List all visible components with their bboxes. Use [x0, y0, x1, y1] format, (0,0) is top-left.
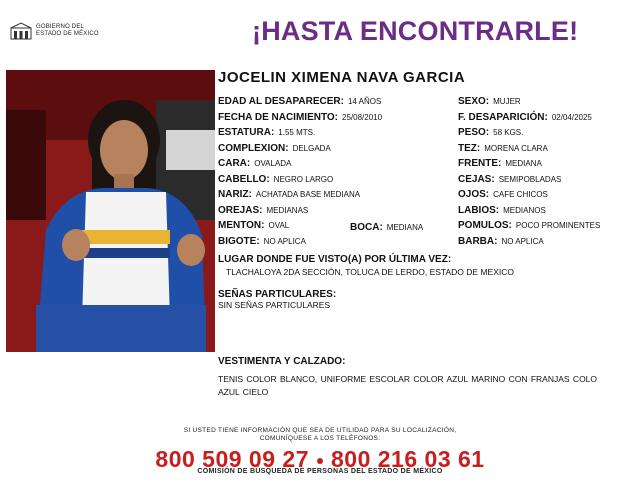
field-height [218, 127, 315, 139]
field-hair [218, 174, 333, 186]
state-emblem-icon [10, 22, 32, 40]
field-label: CARA: [218, 158, 251, 169]
field-beard [458, 236, 544, 248]
field-label: CABELLO: [218, 174, 270, 185]
field-value: MORENA CLARA [484, 144, 548, 153]
field-value: MEDIANA [386, 223, 424, 232]
field-build [218, 143, 331, 155]
clothing-label: VESTIMENTA Y CALZADO: [218, 356, 346, 367]
field-face [218, 158, 291, 170]
last-seen-label: LUGAR DONDE FUE VISTO(A) POR ÚLTIMA VEZ: [218, 254, 452, 265]
field-eyes [458, 189, 548, 201]
field-value: NEGRO LARGO [273, 175, 334, 184]
field-nose [218, 189, 360, 201]
field-disappearance-date [458, 112, 592, 124]
field-label: TEZ: [458, 143, 481, 154]
field-value: 14 AÑOS [347, 97, 382, 106]
field-mouth [350, 222, 423, 234]
state-government-logo [10, 22, 99, 40]
field-label: BARBA: [458, 236, 498, 247]
field-forehead [458, 158, 542, 170]
field-value: 25/08/2010 [342, 113, 383, 122]
field-label: BOCA: [350, 222, 383, 233]
field-label: ESTATURA: [218, 127, 275, 138]
last-seen-value: TLACHALOYA 2DA SECCIÓN, TOLUCA DE LERDO, ESTADO DE MEXICO [226, 267, 514, 277]
field-value: SEMIPOBLADAS [498, 175, 562, 184]
field-value: OVAL [268, 221, 290, 230]
field-value: 1.55 MTS. [278, 128, 316, 137]
field-value: MEDIANAS [266, 206, 309, 215]
phone-number-1[interactable]: 800 509 09 27 [155, 446, 309, 472]
logo-text-line1: GOBIERNO DEL [36, 24, 85, 30]
field-value: ACHATADA BASE MEDIANA [255, 190, 361, 199]
field-eyebrows [458, 174, 561, 186]
field-value: NO APLICA [263, 237, 306, 246]
field-label: F. DESAPARICIÓN: [458, 112, 548, 123]
field-birth-date [218, 112, 382, 124]
field-lips [458, 205, 546, 217]
commission-name: COMISIÓN DE BÚSQUEDA DE PERSONAS DEL ESTADO DE MÉXICO [197, 468, 443, 475]
info-line2: COMUNÍQUESE A LOS TELÉFONOS: [259, 435, 381, 442]
phone-number-2[interactable]: 800 216 03 61 [331, 446, 485, 472]
logo-text-line2: ESTADO DE MÉXICO [36, 31, 99, 37]
field-value: OVALADA [254, 159, 292, 168]
field-label: POMULOS: [458, 220, 512, 231]
field-label: MENTON: [218, 220, 265, 231]
field-label: BIGOTE: [218, 236, 260, 247]
field-skin-tone [458, 143, 548, 155]
field-chin [218, 220, 289, 232]
field-label: NARIZ: [218, 189, 252, 200]
field-value: 02/04/2025 [551, 113, 592, 122]
field-weight [458, 127, 523, 139]
field-label: SEXO: [458, 96, 490, 107]
field-value: DELGADA [292, 144, 331, 153]
field-label: OREJAS: [218, 205, 263, 216]
person-name: JOCELIN XIMENA NAVA GARCIA [218, 69, 466, 86]
field-label: OJOS: [458, 189, 490, 200]
field-label: FECHA DE NACIMIENTO: [218, 112, 338, 123]
field-ears [218, 205, 308, 217]
info-line1: SI USTED TIENE INFORMACIÓN QUE SEA DE UTILIDAD PARA SU LOCALIZACIÓN, [183, 427, 457, 434]
field-value: CAFE CHICOS [493, 190, 548, 199]
field-value: MUJER [493, 97, 521, 106]
field-label: PESO: [458, 127, 490, 138]
field-value: MEDIANOS [503, 206, 546, 215]
field-value: MEDIANA [505, 159, 542, 168]
field-sex [458, 96, 521, 108]
particular-marks-label: SEÑAS PARTICULARES: [218, 289, 337, 300]
field-label: FRENTE: [458, 158, 502, 169]
field-cheekbones [458, 220, 600, 232]
field-label: EDAD AL DESAPARECER: [218, 96, 344, 107]
field-label: CEJAS: [458, 174, 495, 185]
field-value: 58 KGS. [493, 128, 524, 137]
field-age [218, 96, 381, 108]
field-value: NO APLICA [501, 237, 544, 246]
headline: ¡HASTA ENCONTRARLE! [252, 16, 579, 46]
clothing-value: TENIS COLOR BLANCO, UNIFORME ESCOLAR COLOR AZUL MARINO CON FRANJAS COLO AZUL CIELO [218, 374, 598, 397]
bullet-separator-icon [317, 458, 323, 464]
particular-marks-value: SIN SEÑAS PARTICULARES [218, 300, 331, 310]
field-mustache [218, 236, 306, 248]
field-label: COMPLEXION: [218, 143, 289, 154]
missing-person-photo [6, 70, 215, 352]
field-label: LABIOS: [458, 205, 500, 216]
field-value: POCO PROMINENTES [515, 221, 601, 230]
